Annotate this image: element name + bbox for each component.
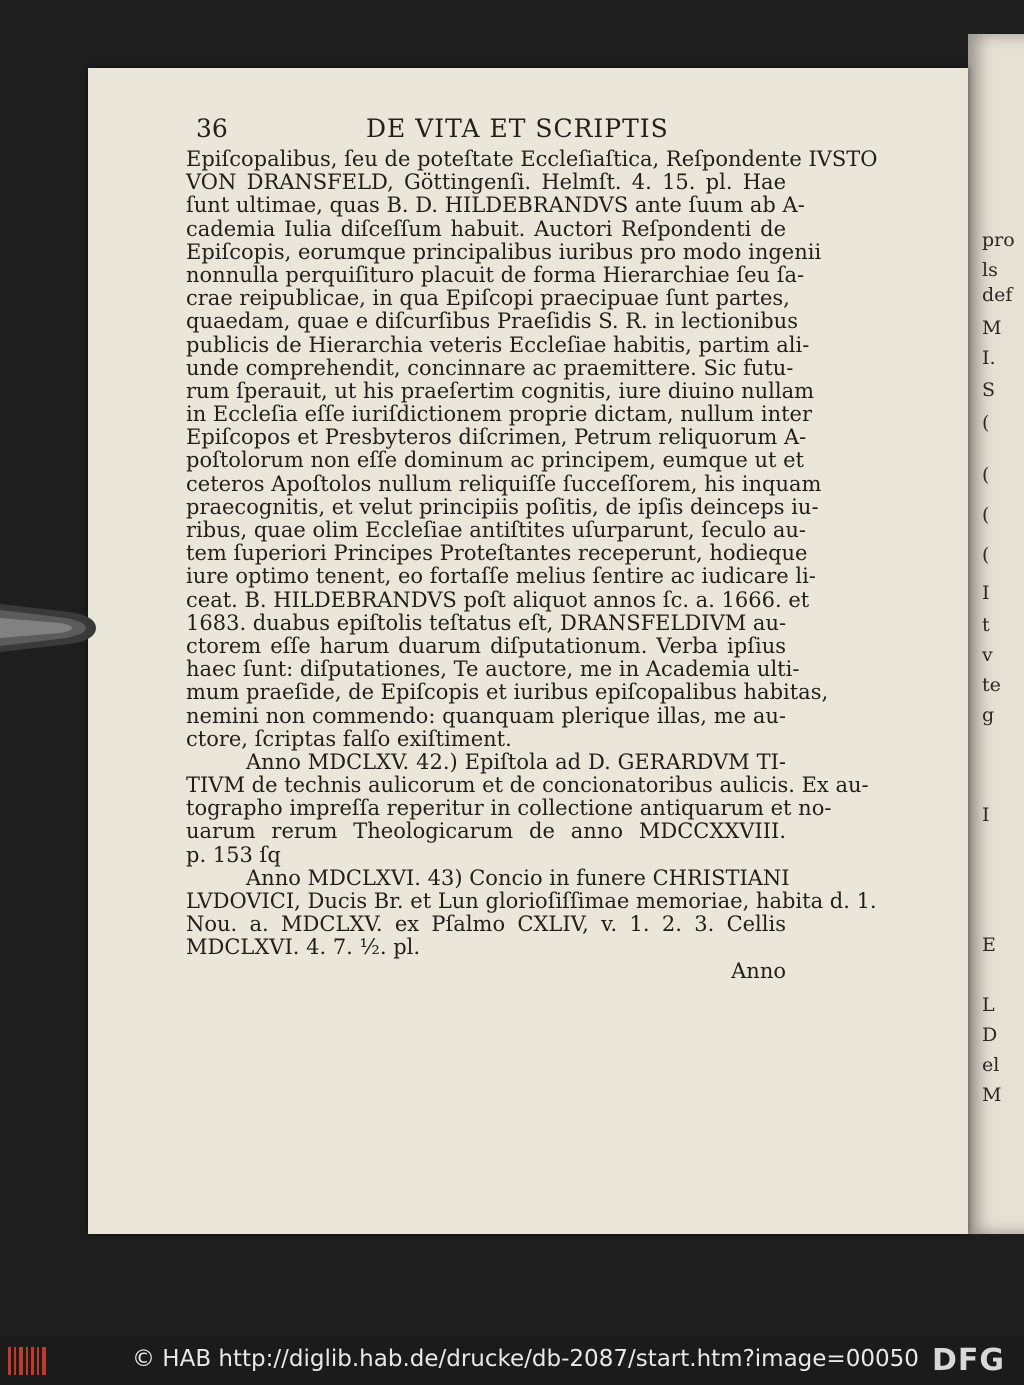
- facing-page-fragment: (: [982, 544, 990, 566]
- text-line: TIVM de technis aulicorum et de concionatoribus aulicis. Ex au-: [186, 773, 869, 798]
- facing-page-fragment: E: [982, 934, 996, 956]
- text-line: Nou. a. MDCLXV. ex Pſalmo CXLIV, v. 1. 2. 3. Cellis: [186, 912, 786, 937]
- facing-page-fragment: v: [982, 644, 993, 666]
- page-clip-holder: [0, 598, 100, 658]
- facing-page-fragment: I: [982, 804, 990, 826]
- facing-page-fragment: ls: [982, 259, 998, 281]
- text-line: unde comprehendit, concinnare ac praemittere. Sic futu-: [186, 355, 794, 380]
- dfg-logo: DFG: [932, 1343, 1006, 1378]
- facing-page-fragment: D: [982, 1024, 998, 1046]
- facing-page-fragment: L: [982, 994, 995, 1016]
- text-line: ſunt ultimae, quas B. D. HILDEBRANDVS ante ſuum ab A-: [186, 193, 805, 218]
- facing-page: [968, 34, 1024, 1234]
- text-line: ctore, ſcriptas falſo exiſtiment.: [186, 726, 512, 751]
- facing-page-fragment: t: [982, 614, 990, 636]
- page-text: [186, 147, 878, 983]
- facing-page-fragment: (: [982, 504, 990, 526]
- text-line: Epiſcopos et Presbyteros diſcrimen, Petrum reliquorum A-: [186, 425, 807, 450]
- text-line: cademia Iulia diſceſſum habuit. Auctori Reſpondenti de: [186, 216, 786, 241]
- facing-page-fragment: (: [982, 464, 990, 486]
- text-line: LVDOVICI, Ducis Br. et Lun glorioſiſſimae memoriae, habita d. 1.: [186, 889, 877, 913]
- facing-page-fragment: g: [982, 704, 995, 726]
- text-line: Anno MDCLXV. 42.) Epiſtola ad D. GERARDVM TI-: [246, 749, 786, 774]
- text-line: tem ſuperiori Principes Proteſtantes receperunt, hodieque: [186, 541, 808, 566]
- facing-page-fragment: M: [982, 1084, 1002, 1106]
- text-line: nemini non commendo: quanquam plerique illas, me au-: [186, 703, 786, 728]
- text-line: tographo impreſſa reperitur in collectione antiquarum et no-: [186, 796, 832, 821]
- facing-page-fragment: I: [982, 582, 990, 604]
- text-line: ceteros Apoſtolos nullum reliquiſſe ſucceſſorem, his inquam: [186, 471, 822, 496]
- text-line: haec ſunt: diſputationes, Te auctore, me in Academia ulti-: [186, 657, 800, 682]
- facing-page-fragment: def: [982, 284, 1013, 306]
- text-line: praecognitis, et velut principiis poſitis, de ipſis deinceps iu-: [186, 494, 819, 519]
- footer-bar: [0, 1337, 1024, 1385]
- text-line: rum ſperauit, ut his praeſertim cognitis, iure diuino nullam: [186, 378, 815, 403]
- facing-page-fragment: el: [982, 1054, 1000, 1076]
- facing-page-fragment: S: [982, 379, 996, 401]
- running-title: DE VITA ET SCRIPTIS: [366, 114, 669, 143]
- text-line: nonnulla perquiſituro placuit de forma Hierarchiae ſeu ſa-: [186, 262, 805, 287]
- text-line: publicis de Hierarchia veteris Eccleſiae habitis, partim ali-: [186, 332, 810, 357]
- facing-page-fragment: (: [982, 412, 990, 434]
- text-line: iure optimo tenent, eo fortaſſe melius ſentire ac iudicare li-: [186, 564, 816, 589]
- text-line: Anno MDCLXVI. 43) Concio in funere CHRISTIANI: [246, 865, 790, 890]
- text-line: Epiſcopis, eorumque principalibus iuribus pro modo ingenii: [186, 239, 822, 264]
- text-line: 1683. duabus epiſtolis teſtatus eſt, DRANSFELDIVM au-: [186, 610, 787, 635]
- facing-page-fragment: pro: [982, 229, 1015, 251]
- text-line: Epiſcopalibus, ſeu de poteſtate Eccleſiaſtica, Reſpondente IVSTO: [186, 147, 878, 171]
- text-line: VON DRANSFELD, Göttingenſi. Helmſt. 4. 15. pl. Hae: [186, 170, 786, 195]
- text-line: MDCLXVI. 4. 7. ½. pl.: [186, 935, 421, 960]
- text-line: ceat. B. HILDEBRANDVS poſt aliquot annos ſc. a. 1666. et: [186, 587, 810, 612]
- text-line: p. 153 ſq: [186, 842, 281, 867]
- text-line: mum praeſide, de Epiſcopis et iuribus epiſcopalibus habitas,: [186, 680, 829, 705]
- facing-page-fragment: te: [982, 674, 1001, 696]
- text-line: crae reipublicae, in qua Epiſcopi praecipuae ſunt partes,: [186, 286, 790, 311]
- text-line: quaedam, quae e diſcurſibus Praeſidis S. R. in lectionibus: [186, 309, 798, 334]
- text-line: uarum rerum Theologicarum de anno MDCCXXVIII.: [186, 819, 786, 844]
- text-line: ctorem eſſe harum duarum diſputationum. Verba ipſius: [186, 633, 786, 658]
- page-number: 36: [196, 114, 228, 143]
- facing-page-fragment: M: [982, 317, 1002, 339]
- text-line: Anno: [731, 958, 786, 983]
- copyright-link[interactable]: © HAB http://diglib.hab.de/drucke/db-2087/start.htm?image=00050: [132, 1346, 919, 1372]
- facing-page-fragment: I.: [982, 347, 996, 369]
- text-line: in Eccleſia eſſe iuriſdictionem proprie dictam, nullum inter: [186, 402, 813, 427]
- barcode-icon: [6, 1345, 50, 1377]
- text-line: poſtolorum non eſſe dominum ac principem, eumque ut et: [186, 448, 804, 473]
- text-line: ribus, quae olim Eccleſiae antiſtites uſurparunt, ſeculo au-: [186, 518, 807, 542]
